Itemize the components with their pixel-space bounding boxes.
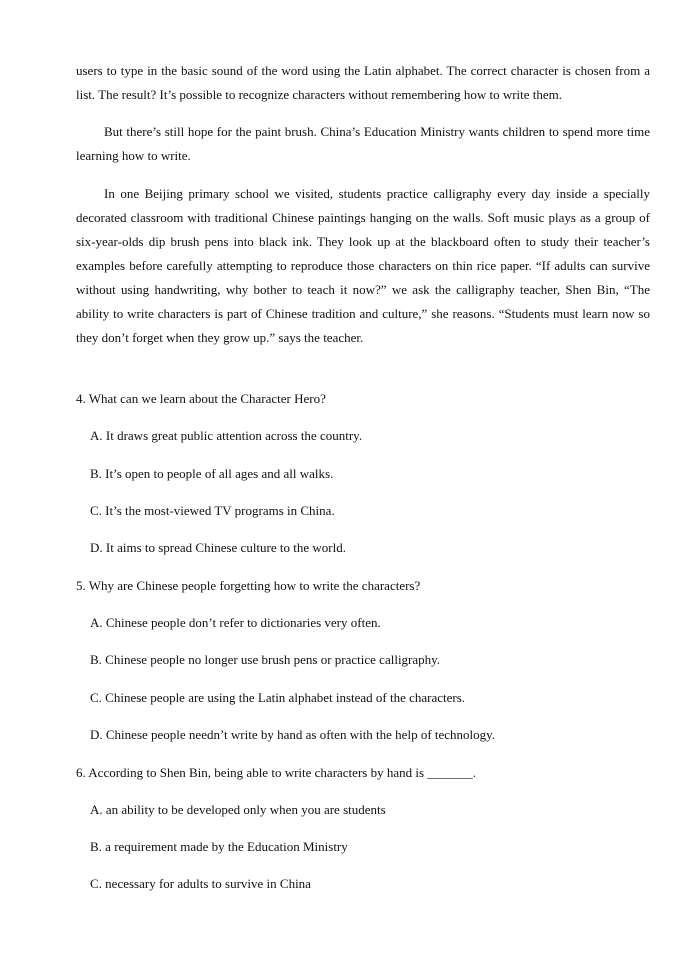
question-4-option-a: A. It draws great public attention across the country.: [90, 428, 363, 443]
paragraph-text: users to type in the basic sound of the word using the Latin alphabet. The correct character is chosen from a list. The result? It’s possible to recognize characters without remembering how to write them.: [76, 63, 650, 102]
question-6-stem: 6. According to Shen Bin, being able to write characters by hand is _______.: [76, 765, 477, 780]
question-5-option-d: D. Chinese people needn’t write by hand as often with the help of technology.: [90, 727, 496, 742]
question-5-stem: 5. Why are Chinese people forgetting how to write the characters?: [76, 578, 421, 593]
passage-paragraph-2: [76, 120, 650, 168]
question-6-option-b: B. a requirement made by the Education Ministry: [90, 839, 348, 854]
question-4-option-c: C. It’s the most-viewed TV programs in China.: [90, 503, 335, 518]
question-5-option-c: C. Chinese people are using the Latin alphabet instead of the characters.: [90, 690, 466, 705]
question-6-option-c: C. necessary for adults to survive in China: [90, 876, 311, 891]
question-5-option-b: B. Chinese people no longer use brush pens or practice calligraphy.: [90, 652, 441, 667]
question-4-option-d: D. It aims to spread Chinese culture to the world.: [90, 540, 346, 555]
paragraph-text: In one Beijing primary school we visited, students practice calligraphy every day inside a specially decorated classroom with traditional Chinese paintings hanging on the walls. Soft music plays as a group of six-year-olds dip brush pens into black ink. They look up at the blackboard often to study their teacher’s examples before carefully attempting to reproduce those characters on thin rice paper. “If adults can survive without using handwriting, why bother to teach it now?” we ask the calligraphy teacher, Shen Bin, “The ability to write characters is part of Chinese tradition and culture,” she reasons. “Students must learn now so they don’t forget when they grow up.” says the teacher.: [76, 186, 650, 345]
paragraph-text: But there’s still hope for the paint brush. China’s Education Ministry wants children to spend more time learning how to write.: [76, 124, 650, 163]
question-4-stem: 4. What can we learn about the Character Hero?: [76, 391, 326, 406]
question-6-option-a: A. an ability to be developed only when you are students: [90, 802, 386, 817]
passage-paragraph-3: [76, 182, 650, 350]
question-5-option-a: A. Chinese people don’t refer to dictionaries very often.: [90, 615, 381, 630]
passage-paragraph-1: [76, 59, 650, 107]
question-4-option-b: B. It’s open to people of all ages and all walks.: [90, 466, 334, 481]
